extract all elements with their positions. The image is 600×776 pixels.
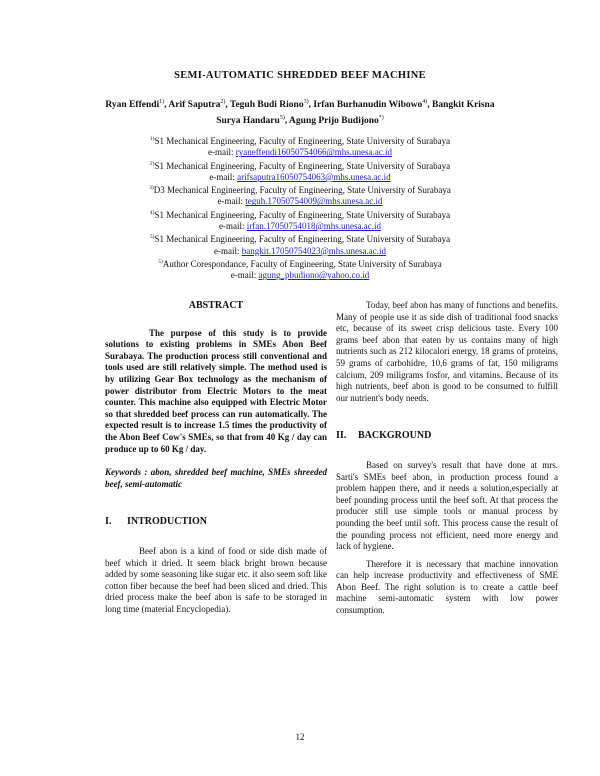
affiliation-text: S1 Mechanical Engineering, Faculty of Engineering, State University of Surabaya bbox=[154, 234, 451, 245]
background-paragraph: Based on survey's result that have done at mrs. Sarti's SMEs beef abon, in production process found a problem happen there, and it needs a solution,especially at beef pounding process until the beef soft. At that process the producer still use simple tools or manual process by pounding the beef until soft. This process cause the result of the pounding process not efficient, need more energy and lack of hygiene. bbox=[336, 459, 558, 552]
author-name: Irfan Burhanudin Wibowo bbox=[313, 100, 423, 111]
paper-title: SEMI-AUTOMATIC SHREDDED BEEF MACHINE bbox=[174, 70, 426, 81]
affiliation-sup: 3) bbox=[149, 185, 154, 192]
email-link[interactable]: teguh.17050754009@mhs.unesa.ac.id bbox=[245, 196, 383, 207]
author-list: Ryan Effendi$^{1)}$, Arif Saputra$^{2)}$, Teguh Budi Riono$^{3)}$, Irfan Burhanudin Wibowo$^{4)}$, Bangkit Krisna Surya Handaru$^{5)}$, Agung Prijo Budijono*) bbox=[105, 99, 495, 127]
email-label: e-mail: bbox=[213, 245, 240, 256]
affiliation-text: D3 Mechanical Engineering, Faculty of Engineering, State University of Surabaya bbox=[153, 185, 451, 196]
affiliation bbox=[90, 257, 510, 270]
affiliation-sup: 5) bbox=[149, 234, 155, 241]
affiliation-sup: 2) bbox=[149, 160, 155, 167]
affiliation-email-line bbox=[90, 221, 510, 232]
email-label: e-mail: bbox=[217, 196, 243, 207]
author-sup: 3) bbox=[303, 99, 309, 105]
author-sup: 4) bbox=[422, 99, 428, 105]
email-link[interactable]: arifsaputra16050754063@mhs.unesa.ac.id bbox=[237, 171, 391, 182]
page-number: 12 bbox=[295, 732, 305, 742]
affiliation bbox=[90, 232, 510, 245]
affiliation-sup: 4) bbox=[149, 209, 155, 216]
email-link[interactable]: bangkit.17050754023@mhs.unesa.ac.id bbox=[241, 245, 387, 256]
author-name: Agung Prijo Budijono bbox=[289, 116, 379, 127]
author-sup: 1) bbox=[159, 99, 165, 105]
intro-paragraph: Beef abon is a kind of food or side dish made of beef which it dried. It seem black bright brown because added by some seasoning like sugar etc. it also seem soft like cotton fiber because the beef had been sliced and dried. This dried process make the beef abon is safe to be storaged in long time (material Encyclopedia). bbox=[105, 545, 327, 614]
affiliation bbox=[90, 134, 510, 147]
affiliation-text: S1 Mechanical Engineering, Faculty of Engineering, State University of Surabaya bbox=[154, 136, 451, 146]
email-link[interactable]: irfan.17050754018@mhs.unesa.ac.id bbox=[246, 221, 381, 232]
email-label: e-mail: bbox=[218, 221, 245, 232]
author-name: Arif Saputra bbox=[168, 100, 221, 111]
email-label: e-mail: bbox=[230, 270, 257, 281]
affiliation-text: S1 Mechanical Engineering, Faculty of Engineering, State University of Surabaya bbox=[154, 160, 451, 171]
author-name: Bangkit Krisna Surya Handaru bbox=[216, 100, 495, 127]
section-number: II. bbox=[336, 430, 347, 442]
affiliation-sup: 1) bbox=[149, 136, 155, 142]
section-title: INTRODUCTION bbox=[127, 516, 208, 528]
email-link[interactable]: agung_pbudiono@yahoo.co.id bbox=[258, 270, 370, 281]
affiliation-sup: 5) bbox=[158, 258, 163, 265]
email-link[interactable]: ryaneffendi16050754066@mhs.unesa.ac.id bbox=[235, 147, 393, 158]
affiliation bbox=[90, 183, 510, 196]
affiliation-email-line bbox=[90, 172, 510, 183]
abstract-heading: ABSTRACT bbox=[188, 300, 244, 311]
left-column bbox=[105, 300, 327, 615]
affiliation-list bbox=[90, 134, 510, 282]
section-heading-background bbox=[336, 430, 558, 442]
affiliation-text: S1 Mechanical Engineering, Faculty of Engineering, State University of Surabaya bbox=[154, 209, 451, 220]
affiliation bbox=[90, 208, 510, 221]
abstract-body: The purpose of this study is to provide solutions to existing problems in SMEs Abon Beef Surabaya. The production process still conventional and tools used are still relatively simple. The method used is by utilizing Gear Box technology as the mechanism of power distributor from Electric Motors to the meat counter. This machine also equipped with Electric Motor so that shredded beef process can run automatically. The expected result is to increase 1.5 times the productivity of the Abon Beef Cow's SMEs, so that from 40 Kg / day can produce up to 60 Kg / day. bbox=[105, 327, 327, 454]
intro-paragraph: Today, beef abon has many of functions and benefits. Many of people use it as side dish of traditional food snacks etc, because of its sweet crisp delicious taste. Every 100 grams beef abon that eaten by us contains many of high nutrients such as 212 kilocalori energy, 18 grams of proteins, 59 grams of carbohidre, 10,6 grams of fat, 150 miligrams calcium, 209 miligrams fosfor, and vitamins. Because of its high nutrients, beef abon is good to be consumed to fulfill our nutrient's body needs. bbox=[336, 300, 558, 403]
author-name: Teguh Budi Riono bbox=[230, 100, 304, 111]
author-sup: 2) bbox=[220, 99, 226, 105]
background-paragraph: Therefore it is necessary that machine innovation can help increase productivity and effectiveness of SME Abon Beef. The right solution is to create a cattle beef machine semi-automatic system with low power consumption. bbox=[336, 558, 558, 616]
affiliation-email-line bbox=[90, 270, 510, 281]
author-sup: 5) bbox=[279, 115, 285, 122]
affiliation-email-line bbox=[90, 147, 510, 158]
email-label: e-mail: bbox=[209, 171, 235, 182]
section-number: I. bbox=[105, 516, 112, 528]
affiliation bbox=[90, 159, 510, 172]
section-heading-introduction bbox=[105, 516, 327, 528]
right-column bbox=[336, 300, 558, 617]
keywords: Keywords : abon, shredded beef machine, SMEs shreeded beef, semi-automatic bbox=[105, 467, 327, 489]
affiliation-text: Author Corespondance, Faculty of Engineering, State University of Surabaya bbox=[162, 258, 442, 269]
section-title: BACKGROUND bbox=[358, 430, 432, 442]
author-name: Ryan Effendi bbox=[105, 100, 160, 111]
email-label: e-mail: bbox=[207, 147, 234, 158]
author-sup: *) bbox=[378, 115, 384, 122]
affiliation-email-line bbox=[90, 246, 510, 257]
affiliation-email-line bbox=[90, 196, 510, 207]
